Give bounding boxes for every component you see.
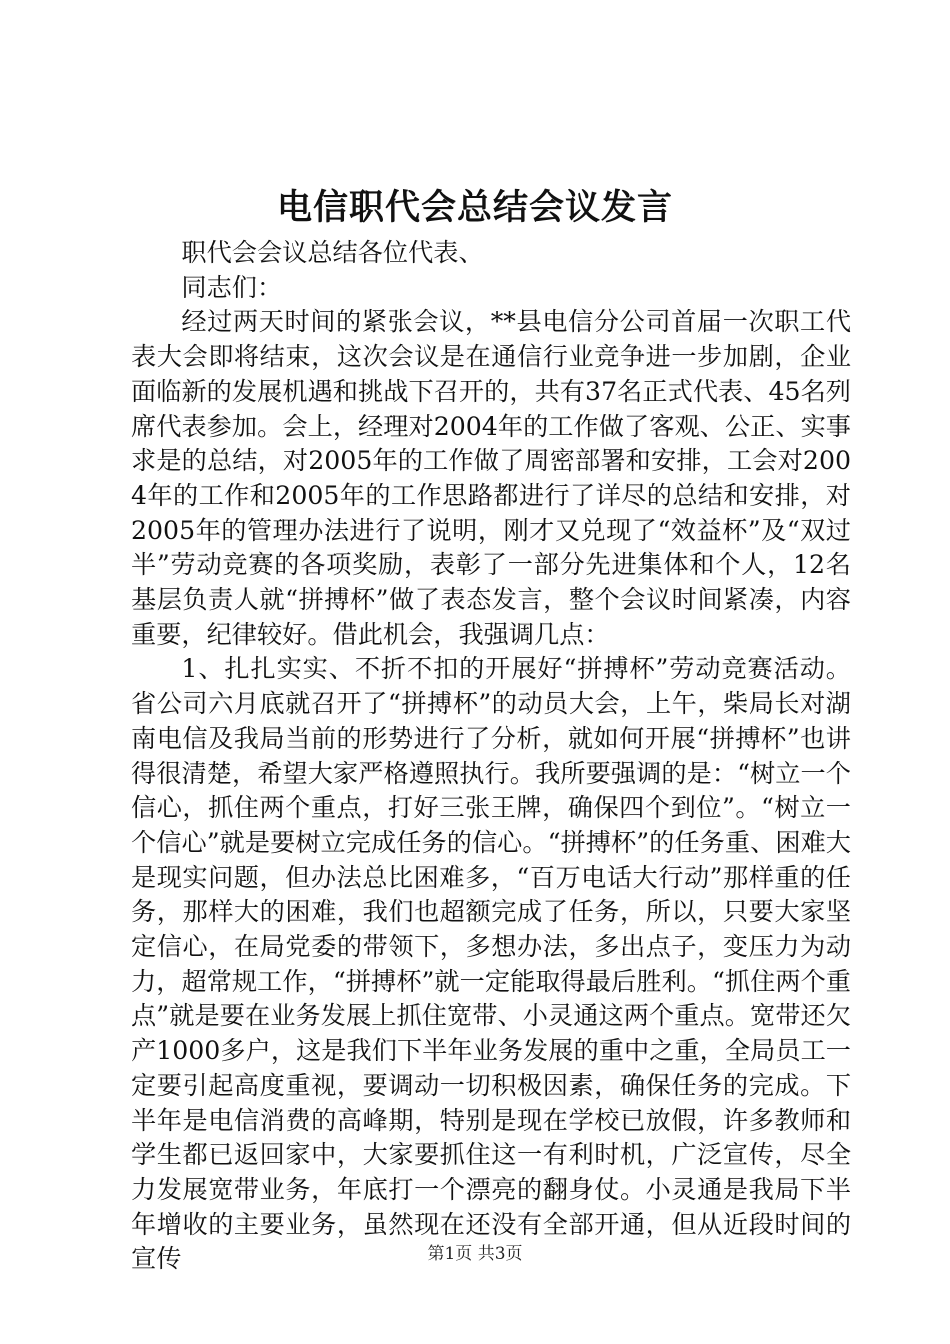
document-title: 电信职代会总结会议发言 (276, 187, 673, 228)
page-number-footer: 第1页 共3页 (427, 1244, 523, 1264)
body-paragraph-1: 经过两天时间的紧张会议，**县电信分公司首届一次职工代表大会即将结束，这次会议是在通信行业竞争进一步加剧，企业面临新的发展机遇和挑战下召开的，共有37名正式代表、45名列席代表参加。会上，经理对2004年的工作做了客观、公正、实事求是的总结，对2005年的工作做了周密部署和安排，工会对2004年的工作和2005年的工作思路都进行了详尽的总结和安排，对2005年的管理办法进行了说明，刚才又兑现了“效益杯”及“双过半”劳动竞赛的各项奖励，表彰了一部分先进集体和个人，12名基层负责人就“拼搏杯”做了表态发言，整个会议时间紧凑，内容重要，纪律较好。借此机会，我强调几点： (131, 307, 851, 649)
salutation-line-2: 同志们： (181, 272, 283, 302)
salutation-line-1: 职代会会议总结各位代表、 (181, 238, 484, 267)
document-body (131, 236, 851, 1277)
body-paragraph-2: 1、扎扎实实、不折不扣的开展好“拼搏杯”劳动竞赛活动。省公司六月底就召开了“拼搏杯”的动员大会，上午，柴局长对湖南电信及我局当前的形势进行了分析，就如何开展“拼搏杯”也讲得很清楚，希望大家严格遵照执行。我所要强调的是：“树立一个信心，抓住两个重点，打好三张王牌，确保四个到位”。“树立一个信心”就是要树立完成任务的信心。“拼搏杯”的任务重、困难大是现实问题，但办法总比困难多，“百万电话大行动”那样重的任务，那样大的困难，我们也超额完成了任务，所以，只要大家坚定信心，在局党委的带领下，多想办法，多出点子，变压力为动力，超常规工作，“拼搏杯”就一定能取得最后胜利。“抓住两个重点”就是要在业务发展上抓住宽带、小灵通这两个重点。宽带还欠产1000多户，这是我们下半年业务发展的重中之重，全局员工一定要引起高度重视，要调动一切积极因素，确保任务的完成。下半年是电信消费的高峰期，特别是现在学校已放假，许多教师和学生都已返回家中，大家要抓住这一有利时机，广泛宣传，尽全力发展宽带业务，年底打一个漂亮的翻身仗。小灵通是我局下半年增收的主要业务，虽然现在还没有全部开通，但从近段时间的宣传 (131, 654, 851, 1274)
